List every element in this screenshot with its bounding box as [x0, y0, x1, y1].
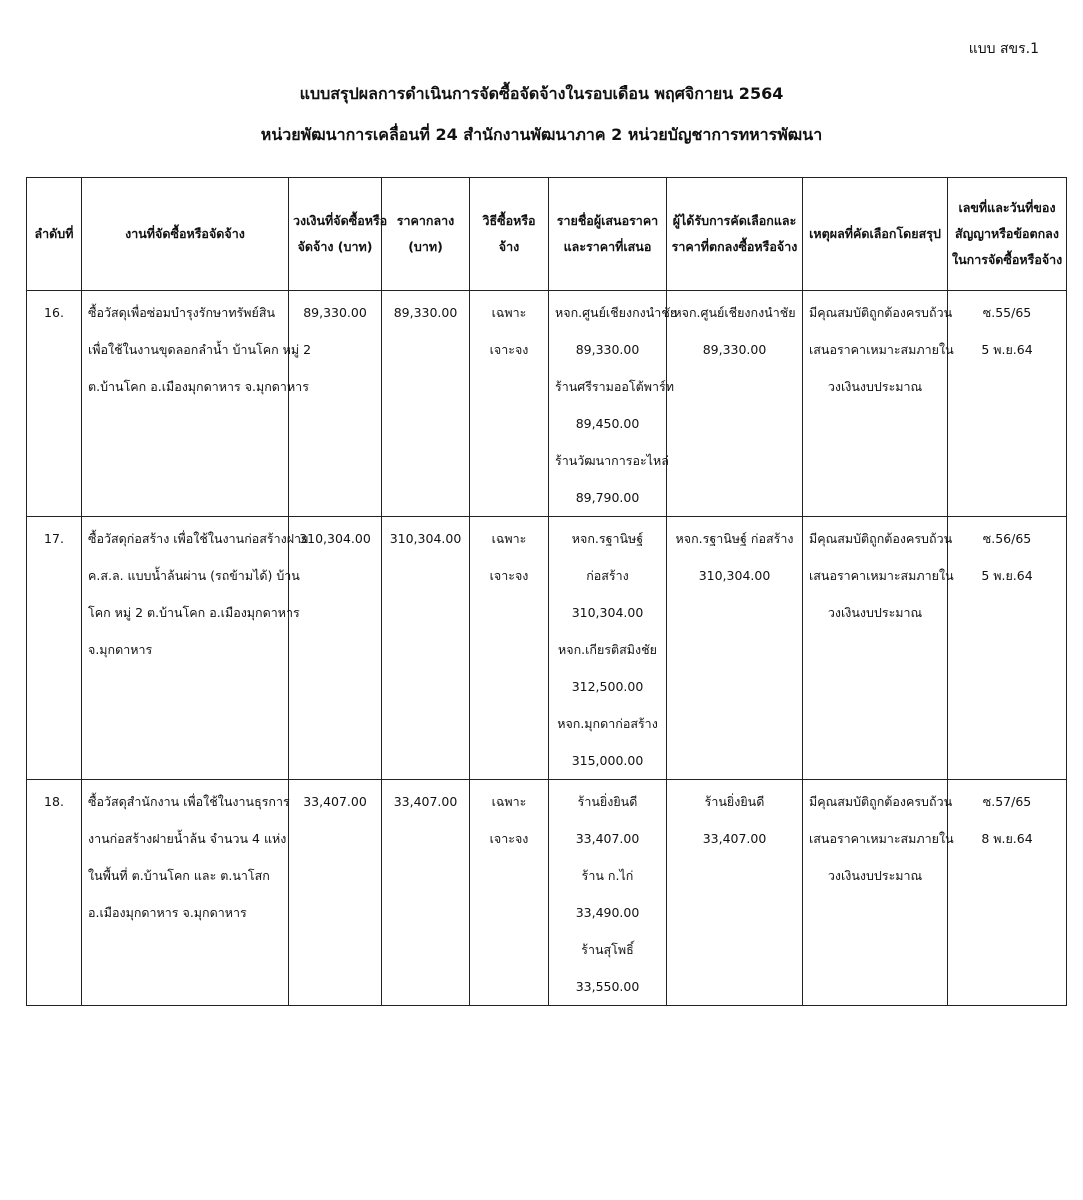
form-code: แบบ สขร.1: [968, 41, 1039, 57]
cell-method: เฉพาะเจาะจง: [470, 291, 549, 517]
header-selected: [667, 178, 803, 291]
cell-median: 310,304.00: [382, 517, 470, 780]
cell-median: 89,330.00: [382, 291, 470, 517]
procurement-table: [26, 177, 1067, 1006]
bidder-line: 312,500.00: [571, 679, 644, 694]
contract-line: 5 พ.ย.64: [981, 342, 1033, 357]
contract-line: ซ.55/65: [982, 305, 1032, 320]
contract-line: 8 พ.ย.64: [981, 831, 1033, 846]
contract-line: 5 พ.ย.64: [981, 568, 1033, 583]
report-subtitle: หน่วยพัฒนาการเคลื่อนที่ 24 สำนักงานพัฒนาภาค 2 หน่วยบัญชาการทหารพัฒนา: [260, 125, 823, 144]
bidder-line: 33,490.00: [575, 905, 640, 920]
table-row: [27, 780, 1067, 1006]
cell-no: 17.: [27, 517, 82, 780]
selected-line: หจก.รฐานิษฐ์ ก่อสร้าง: [675, 531, 794, 546]
cell-contract: [948, 780, 1067, 1006]
header-budget-line: จัดจ้าง (บาท): [297, 239, 373, 254]
work-line: ซื้อวัสดุสำนักงาน เพื่อใช้ในงานธุรการ: [88, 794, 290, 809]
report-title: แบบสรุปผลการดำเนินการจัดซื้อจัดจ้างในรอบเดือน พฤศจิกายน 2564: [299, 84, 784, 103]
work-line: จ.มุกดาหาร: [88, 642, 153, 657]
bidder-line: หจก.ศูนย์เชียงกงนำชัย: [555, 305, 678, 320]
cell-work: [82, 780, 289, 1006]
reason-line: เสนอราคาเหมาะสมภายใน: [809, 342, 954, 357]
selected-line: 310,304.00: [698, 568, 771, 583]
cell-method: เฉพาะเจาะจง: [470, 517, 549, 780]
header-row: [27, 178, 1067, 291]
work-line: ในพื้นที่ ต.บ้านโคก และ ต.นาโสก: [88, 868, 270, 883]
selected-line: หจก.ศูนย์เชียงกงนำชัย: [673, 305, 796, 320]
header-median: [382, 178, 470, 291]
bidder-line: ร้านวัฒนาการอะไหล่: [555, 453, 669, 468]
selected-line: 33,407.00: [702, 831, 767, 846]
table-row: [27, 517, 1067, 780]
cell-contract: [948, 291, 1067, 517]
selected-line: 89,330.00: [702, 342, 767, 357]
cell-no: 18.: [27, 780, 82, 1006]
bidder-line: 89,330.00: [575, 342, 640, 357]
bidder-line: 33,407.00: [575, 831, 640, 846]
cell-work: [82, 517, 309, 780]
header-contract: [948, 178, 1067, 291]
cell-selected: [667, 780, 803, 1006]
header-median-line: ราคากลาง: [396, 213, 455, 228]
cell-reason: [803, 291, 954, 517]
cell-reason: [803, 517, 954, 780]
work-line: งานก่อสร้างฝายน้ำล้น จำนวน 4 แห่ง: [88, 831, 287, 846]
bidder-line: 33,550.00: [575, 979, 640, 994]
bidder-line: 315,000.00: [571, 753, 644, 768]
header-budget: [289, 178, 388, 291]
work-line: เพื่อใช้ในงานขุดลอกลำน้ำ บ้านโคก หมู่ 2: [88, 342, 312, 357]
header-contract-line: สัญญาหรือข้อตกลง: [955, 226, 1059, 241]
cell-no: 16.: [27, 291, 82, 517]
header-bidders: [549, 178, 667, 291]
header-no: ลำดับที่: [27, 178, 82, 291]
cell-method: เฉพาะเจาะจง: [470, 780, 549, 1006]
cell-reason: [803, 780, 954, 1006]
reason-line: เสนอราคาเหมาะสมภายใน: [809, 831, 954, 846]
work-line: อ.เมืองมุกดาหาร จ.มุกดาหาร: [88, 905, 247, 920]
contract-line: ซ.57/65: [982, 794, 1032, 809]
header-contract-line: เลขที่และวันที่ของ: [958, 200, 1056, 215]
work-line: ซื้อวัสดุก่อสร้าง เพื่อใช้ในงานก่อสร้างฝาย: [88, 531, 309, 546]
bidder-line: 310,304.00: [571, 605, 644, 620]
work-line: ค.ส.ล. แบบน้ำล้นผ่าน (รถข้ามได้) บ้าน: [88, 568, 300, 583]
cell-budget: 89,330.00: [289, 291, 382, 517]
cell-selected: [667, 517, 803, 780]
reason-line: วงเงินงบประมาณ: [827, 379, 923, 394]
bidder-line: หจก.มุกดาก่อสร้าง: [557, 716, 658, 731]
bidder-line: ร้านสุโพธิ์: [581, 942, 634, 957]
bidder-line: 89,790.00: [575, 490, 640, 505]
header-bidders-line: รายชื่อผู้เสนอราคา: [556, 213, 659, 228]
bidder-line: ก่อสร้าง: [586, 568, 629, 583]
contract-line: ซ.56/65: [982, 531, 1032, 546]
header-work: งานที่จัดซื้อหรือจัดจ้าง: [82, 178, 289, 291]
header-selected-line: ผู้ได้รับการคัดเลือกและ: [672, 213, 797, 228]
header-median-line: (บาท): [408, 239, 443, 254]
bidder-line: ร้านศรีรามออโต้พาร์ท: [555, 379, 674, 394]
cell-budget: 33,407.00: [289, 780, 382, 1006]
header-method: วิธีซื้อหรือจ้าง: [470, 178, 549, 291]
selected-line: ร้านยิ่งยินดี: [704, 794, 765, 809]
bidder-line: 89,450.00: [575, 416, 640, 431]
reason-line: เสนอราคาเหมาะสมภายใน: [809, 568, 954, 583]
cell-work: [82, 291, 312, 517]
table-row: [27, 291, 1067, 517]
work-line: โคก หมู่ 2 ต.บ้านโคก อ.เมืองมุกดาหาร: [88, 605, 300, 620]
header-selected-line: ราคาที่ตกลงซื้อหรือจ้าง: [671, 239, 798, 254]
header-contract-line: ในการจัดซื้อหรือจ้าง: [952, 252, 1063, 267]
cell-bidders: [549, 517, 667, 780]
header-reason: เหตุผลที่คัดเลือกโดยสรุป: [803, 178, 948, 291]
bidder-line: หจก.เกียรติสมิงชัย: [558, 642, 657, 657]
cell-bidders: [549, 291, 678, 517]
cell-bidders: [549, 780, 667, 1006]
reason-line: มีคุณสมบัติถูกต้องครบถ้วน: [809, 531, 953, 546]
reason-line: วงเงินงบประมาณ: [827, 605, 923, 620]
cell-budget: 310,304.00: [289, 517, 382, 780]
bidder-line: หจก.รฐานิษฐ์: [571, 531, 644, 546]
work-line: ต.บ้านโคก อ.เมืองมุกดาหาร จ.มุกดาหาร: [88, 379, 309, 394]
header-budget-line: วงเงินที่จัดซื้อหรือ: [293, 213, 388, 228]
reason-line: วงเงินงบประมาณ: [827, 868, 923, 883]
cell-contract: [948, 517, 1067, 780]
work-line: ซื้อวัสดุเพื่อซ่อมบำรุงรักษาทรัพย์สิน: [88, 305, 276, 320]
bidder-line: ร้าน ก.ไก่: [581, 868, 634, 883]
cell-selected: [667, 291, 803, 517]
cell-median: 33,407.00: [382, 780, 470, 1006]
reason-line: มีคุณสมบัติถูกต้องครบถ้วน: [809, 305, 953, 320]
header-bidders-line: และราคาที่เสนอ: [563, 239, 652, 254]
bidder-line: ร้านยิ่งยินดี: [577, 794, 638, 809]
reason-line: มีคุณสมบัติถูกต้องครบถ้วน: [809, 794, 953, 809]
